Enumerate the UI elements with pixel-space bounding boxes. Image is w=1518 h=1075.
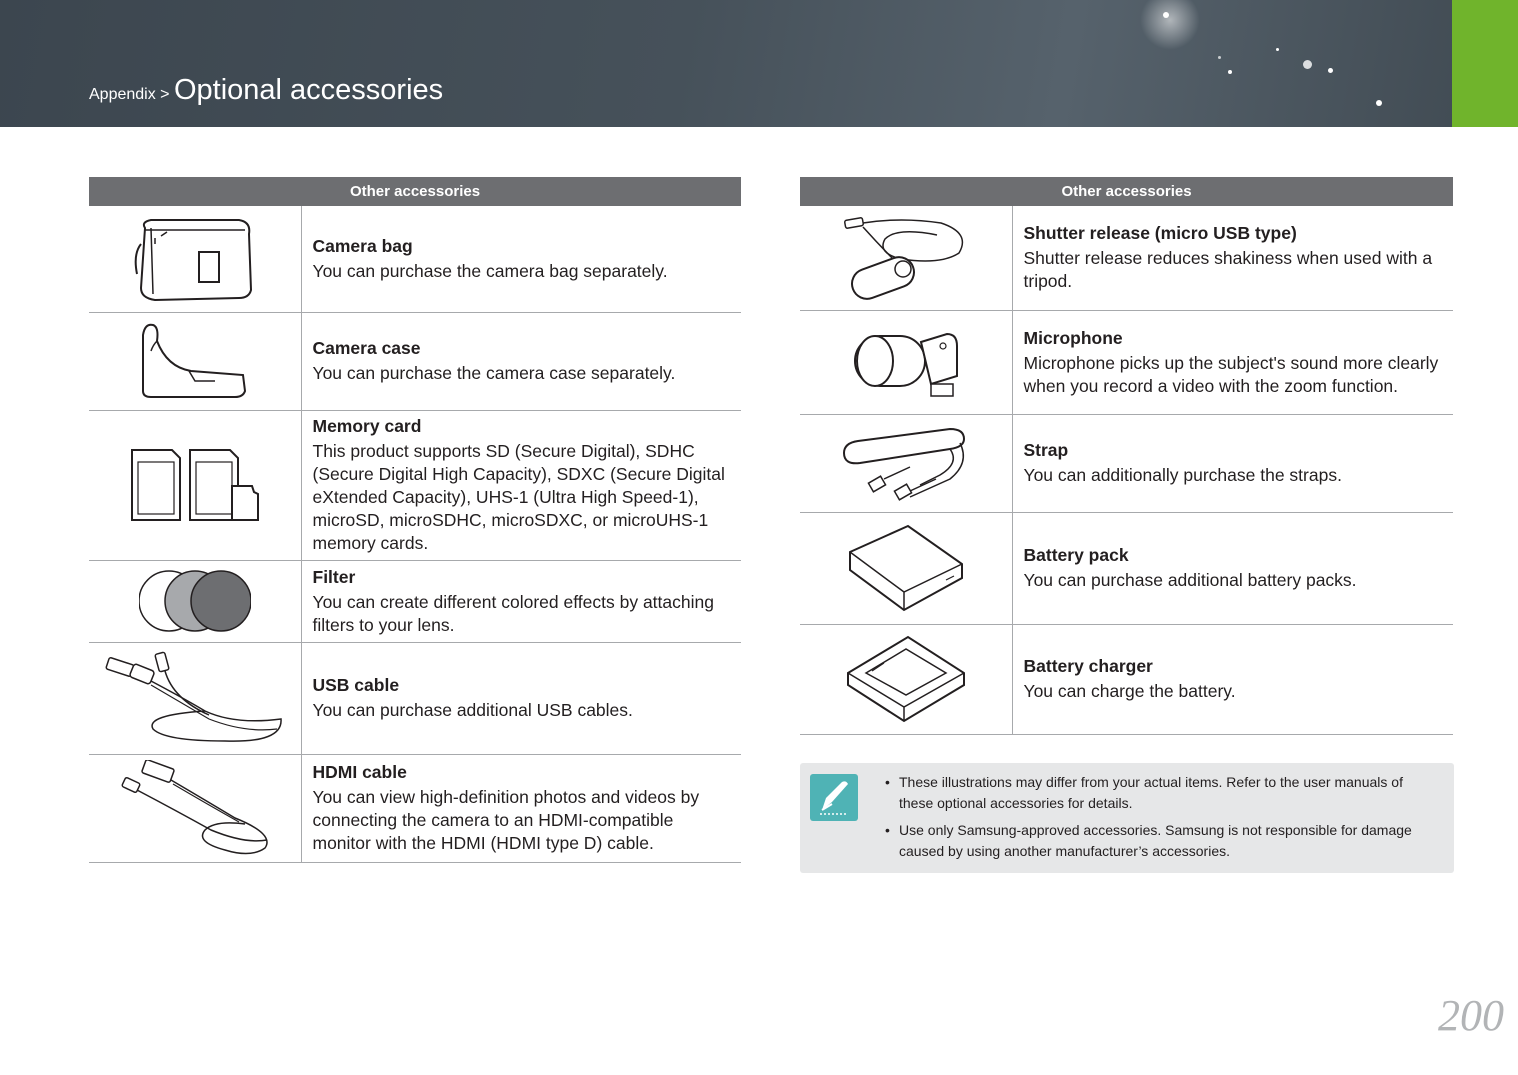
item-name: HDMI cable [312,762,407,782]
item-text [1012,512,1453,624]
item-name: Camera bag [312,235,413,256]
item-text [301,312,741,410]
sparkle-decoration [1140,0,1200,50]
shutter-release-icon [841,213,971,303]
item-text [301,560,741,642]
item-description: This product supports SD (Secure Digital), SDHC (Secure Digital High Capacity), SDXC (Secure Digital eXtended Capacity), UHS-1 (Ultra High Speed-1), microSD, microSDHC, microSDXC, or microUHS-1 memory cards. [312,441,725,553]
item-text [301,754,741,862]
item-text [1012,414,1453,512]
note-box [800,763,1454,873]
item-name: Battery charger [1023,656,1153,676]
table-row [89,206,741,312]
item-description: Shutter release reduces shakiness when used with a tripod. [1023,248,1433,292]
sparkle-decoration [1218,56,1221,59]
item-description: You can view high-definition photos and videos by connecting the camera to an HDMI-compatible monitor with the HDMI (HDMI type D) cable. [312,787,700,853]
table-row [89,312,741,410]
page-number: 200 [1438,991,1504,1040]
item-description: You can additionally purchase the straps. [1023,465,1342,485]
page-title: Optional accessories [173,74,444,106]
item-description: You can create different colored effects by attaching filters to your lens. [312,591,714,635]
item-text [301,410,741,560]
table-row [800,206,1453,310]
table-row [800,414,1453,512]
item-text [1012,624,1453,734]
memory-card-icon [130,448,260,522]
item-name: Battery pack [1023,545,1129,565]
item-image [89,312,301,410]
sparkle-decoration [1303,60,1312,69]
note-item: • These illustrations may differ from your actual items. Refer to the user manuals of these optional accessories for details. [899,772,1419,814]
item-description: You can purchase the camera bag separately. [312,260,668,281]
usb-cable-icon [105,649,285,747]
item-image [89,206,301,312]
battery-charger-icon [844,633,968,725]
item-text [1012,206,1453,310]
item-image [89,410,301,560]
item-description: You can purchase additional USB cables. [312,700,633,720]
item-description: You can charge the battery. [1023,681,1236,701]
item-description: You can purchase the camera case separately. [312,363,676,383]
item-name: USB cable [312,675,400,695]
table-heading: Other accessories [800,177,1453,206]
note-list [899,772,1419,868]
table-heading: Other accessories [89,177,741,206]
item-image [89,754,301,862]
breadcrumb-section[interactable]: Appendix > [89,86,170,103]
table-row [800,512,1453,624]
item-text [1012,310,1453,414]
item-name: Camera case [312,338,421,358]
hdmi-cable-icon [115,760,275,856]
sparkle-decoration [1276,48,1279,51]
item-name: Microphone [1023,327,1123,348]
pencil-note-icon [810,774,858,821]
microphone-icon [851,322,961,402]
item-name: Shutter release (micro USB type) [1023,223,1297,244]
item-name: Memory card [312,416,422,436]
sparkle-decoration [1376,100,1382,106]
item-text [301,206,741,312]
sparkle-decoration [1328,68,1333,73]
table-row [89,410,741,560]
item-image [89,560,301,642]
strap-icon [840,423,972,503]
accessories-table-left [89,177,741,863]
item-description: You can purchase additional battery packs. [1023,570,1357,590]
item-image [800,414,1012,512]
camera-bag-icon [131,214,259,304]
table-row [89,560,741,642]
table-row [800,624,1453,734]
item-image [800,310,1012,414]
camera-case-icon [139,321,251,401]
item-image [800,206,1012,310]
note-item: • Use only Samsung-approved accessories. Samsung is not responsible for damage caused by using another manufacturer’s accessories. [899,820,1419,862]
sparkle-decoration [1228,70,1232,74]
item-image [89,642,301,754]
filter-icon [139,565,251,637]
table-row [89,754,741,862]
item-text [301,642,741,754]
breadcrumb [89,74,443,107]
item-name: Filter [312,566,356,587]
table-row [800,310,1453,414]
accessories-table-right [800,177,1453,735]
item-image [800,512,1012,624]
item-description: Microphone picks up the subject's sound more clearly when you record a video with the zoom function. [1023,352,1439,396]
item-image [800,624,1012,734]
item-name: Strap [1023,440,1069,460]
chapter-tab [1452,0,1518,127]
sparkle-decoration [1163,12,1169,18]
page-header [0,0,1518,127]
battery-pack-icon [846,522,966,614]
table-row [89,642,741,754]
